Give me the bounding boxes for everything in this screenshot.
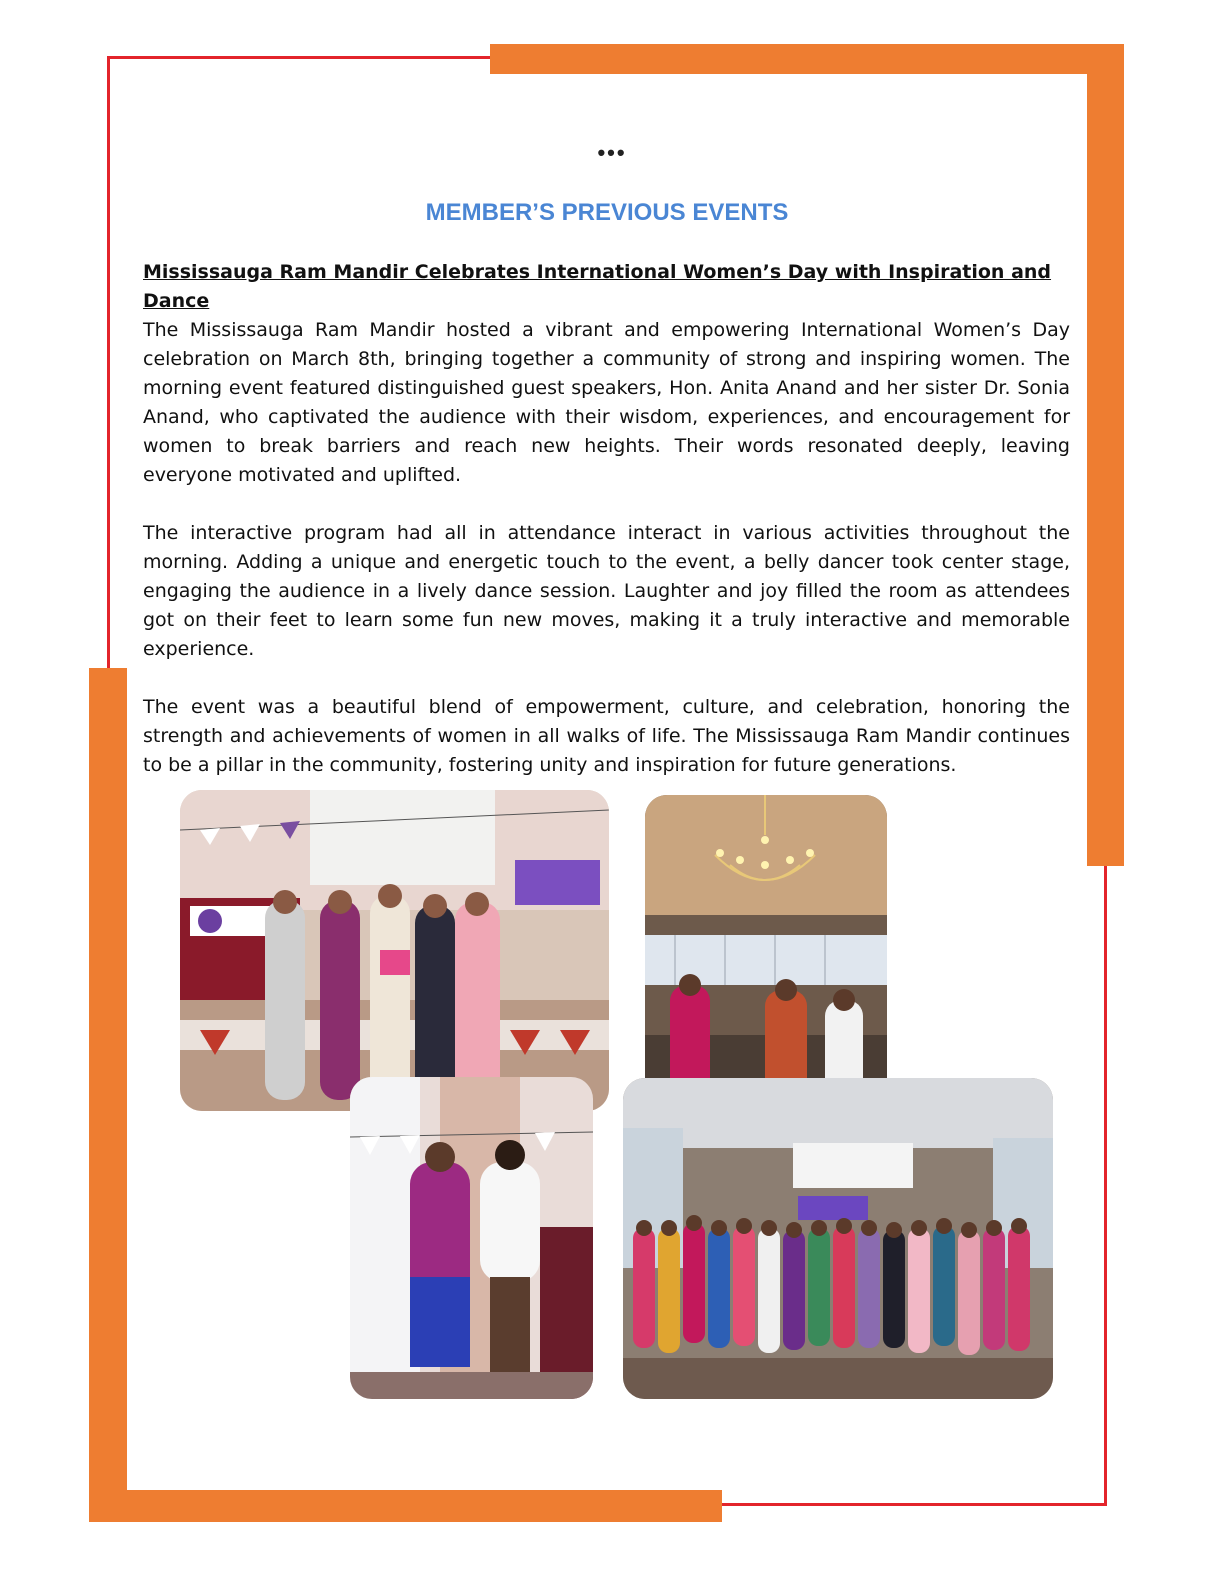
frame-bar-left [89, 668, 127, 1522]
event-photo-group [623, 1078, 1053, 1399]
event-photo-guests [180, 790, 609, 1111]
article-paragraph-1: The Mississauga Ram Mandir hosted a vibrant and empowering International Women’s Day celebration on March 8th, bringing together a community of strong and inspiring women. The morning event featured distinguished guest speakers, Hon. Anita Anand and her sister Dr. Sonia Anand, who captivated the audience with their wisdom, experiences, and encouragement for women to break barriers and reach new heights. Their words resonated deeply, leaving everyone motivated and uplifted. [143, 319, 1070, 486]
article-paragraph-3: The event was a beautiful blend of empowerment, culture, and celebration, honoring the strength and achievements of women in all walks of life. The Mississauga Ram Mandir continues to be a pillar in the community, fostering unity and inspiration for future generations. [143, 696, 1070, 776]
article [143, 258, 1070, 780]
event-photo-speakers [350, 1077, 593, 1399]
event-photo-hall [645, 795, 887, 1117]
article-paragraph-2: The interactive program had all in attendance interact in various activities throughout the morning. Adding a unique and energetic touch to the event, a belly dancer took center stage, engaging the audience in a lively dance session. Laughter and joy filled the room as attendees got on their feet to learn some fun new moves, making it a truly interactive and memorable experience. [143, 522, 1070, 660]
ellipsis-divider: ••• [597, 140, 627, 165]
frame-bar-bottom [89, 1490, 722, 1522]
page-title: MEMBER’S PREVIOUS EVENTS [425, 199, 789, 226]
frame-bar-top [490, 44, 1124, 74]
frame-bar-right [1087, 44, 1124, 866]
article-title: Mississauga Ram Mandir Celebrates International Women’s Day with Inspiration and Dance [143, 261, 1052, 312]
